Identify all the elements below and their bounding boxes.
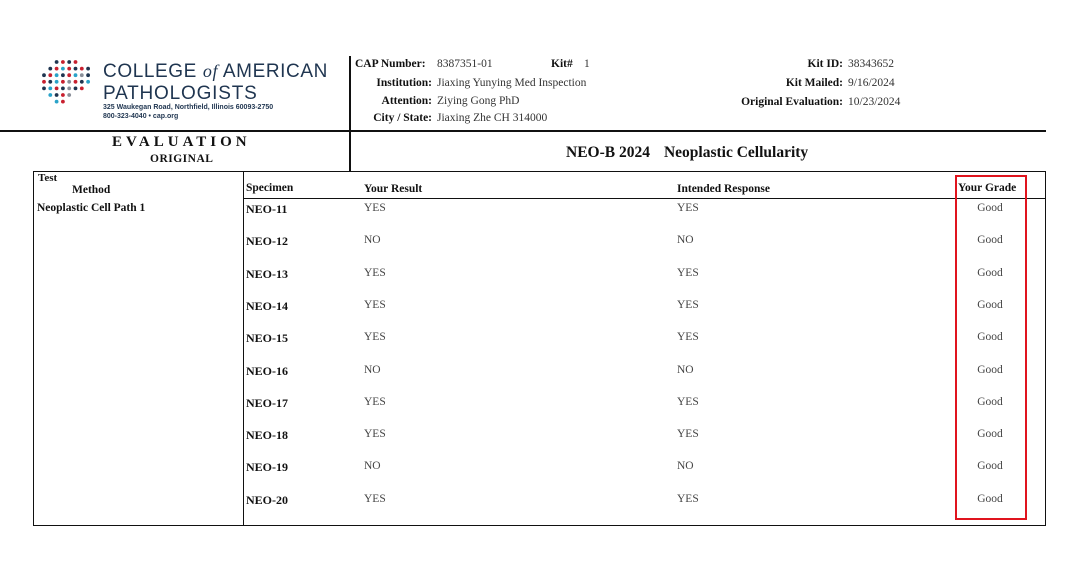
logo-dot xyxy=(74,67,78,71)
logo-dot xyxy=(61,93,65,97)
your-result-cell: NO xyxy=(364,234,381,246)
org-name-college: COLLEGE xyxy=(103,61,203,82)
logo-dot xyxy=(55,73,59,77)
logo-dot xyxy=(67,87,71,91)
intended-response-cell: YES xyxy=(677,428,699,440)
original-evaluation-label: Original Evaluation: xyxy=(741,96,843,108)
method-header: Method xyxy=(72,184,111,196)
org-name-line1 xyxy=(103,61,328,83)
logo-dot xyxy=(55,80,59,84)
your-grade-cell: Good xyxy=(977,396,1003,408)
test-method-value: Neoplastic Cell Path 1 xyxy=(37,202,146,214)
logo-dot xyxy=(61,100,65,104)
institution-label: Institution: xyxy=(376,77,432,89)
logo-dot xyxy=(42,73,46,77)
specimen-cell: NEO-12 xyxy=(246,234,288,248)
program-code: NEO-B 2024 xyxy=(566,144,650,161)
logo-dot xyxy=(48,73,52,77)
logo-dot xyxy=(80,80,84,84)
logo-dot xyxy=(74,80,78,84)
header-rule xyxy=(0,130,1046,132)
method-column-divider xyxy=(243,171,244,526)
intended-response-cell: NO xyxy=(677,364,694,376)
logo-dot xyxy=(74,73,78,77)
your-result-cell: YES xyxy=(364,396,386,408)
kit-mailed-label: Kit Mailed: xyxy=(785,77,843,89)
specimen-cell: NEO-16 xyxy=(246,364,288,378)
logo-dot xyxy=(42,87,46,91)
city-state-label: City / State: xyxy=(373,112,432,124)
logo-dot xyxy=(61,67,65,71)
logo-dot xyxy=(67,60,71,64)
your-grade-cell: Good xyxy=(977,331,1003,343)
logo-dot xyxy=(55,60,59,64)
city-state-value: Jiaxing Zhe CH 314000 xyxy=(437,112,548,124)
attention-value: Ziying Gong PhD xyxy=(437,95,520,107)
your-result-cell: YES xyxy=(364,202,386,214)
attention-label: Attention: xyxy=(381,95,432,107)
specimen-header: Specimen xyxy=(246,182,294,194)
logo-dot xyxy=(74,60,78,64)
intended-response-cell: NO xyxy=(677,460,694,472)
your-grade-cell: Good xyxy=(977,493,1003,505)
intended-response-cell: YES xyxy=(677,299,699,311)
cap-logo-icon xyxy=(40,58,92,106)
your-result-cell: YES xyxy=(364,267,386,279)
your-grade-cell: Good xyxy=(977,460,1003,472)
your-grade-cell: Good xyxy=(977,202,1003,214)
logo-dot xyxy=(61,87,65,91)
institution-value: Jiaxing Yunying Med Inspection xyxy=(437,77,587,89)
specimen-cell: NEO-18 xyxy=(246,428,288,442)
logo-dot xyxy=(55,67,59,71)
intended-response-cell: YES xyxy=(677,267,699,279)
logo-dot xyxy=(67,67,71,71)
logo-dot xyxy=(48,80,52,84)
cap-number-label: CAP Number: xyxy=(355,58,426,70)
your-grade-cell: Good xyxy=(977,364,1003,376)
logo-dot xyxy=(48,87,52,91)
evaluation-subtitle: ORIGINAL xyxy=(150,153,214,165)
org-address: 325 Waukegan Road, Northfield, Illinois 60093-2750 xyxy=(103,104,274,111)
logo-dot xyxy=(86,80,90,84)
logo-dot xyxy=(48,93,52,97)
logo-dot xyxy=(86,67,90,71)
org-name-line2: PATHOLOGISTS xyxy=(103,83,258,104)
table-right-border xyxy=(1045,171,1046,526)
original-evaluation-value: 10/23/2024 xyxy=(848,96,901,108)
logo-dot xyxy=(80,67,84,71)
your-result-header: Your Result xyxy=(364,183,423,195)
your-grade-cell: Good xyxy=(977,428,1003,440)
intended-response-cell: YES xyxy=(677,396,699,408)
logo-dot xyxy=(86,73,90,77)
specimen-cell: NEO-14 xyxy=(246,299,288,313)
specimen-cell: NEO-13 xyxy=(246,267,288,281)
specimen-cell: NEO-11 xyxy=(246,202,288,216)
header-row-rule xyxy=(243,198,1046,199)
logo-dot xyxy=(61,80,65,84)
logo-dot xyxy=(55,87,59,91)
logo-dot xyxy=(67,73,71,77)
table-bottom-border xyxy=(33,525,1046,526)
logo-dot xyxy=(48,67,52,71)
kit-id-label: Kit ID: xyxy=(807,58,843,70)
org-name-american: AMERICAN xyxy=(218,61,328,82)
your-result-cell: YES xyxy=(364,493,386,505)
table-top-border xyxy=(33,171,1046,172)
intended-response-cell: YES xyxy=(677,331,699,343)
your-grade-cell: Good xyxy=(977,267,1003,279)
cap-number-value: 8387351-01 xyxy=(437,58,493,70)
logo-dot xyxy=(55,93,59,97)
org-name-of: of xyxy=(202,61,219,81)
evaluation-title: EVALUATION xyxy=(112,134,251,150)
specimen-cell: NEO-19 xyxy=(246,460,288,474)
logo-dot xyxy=(61,60,65,64)
intended-response-header: Intended Response xyxy=(677,183,770,195)
your-result-cell: NO xyxy=(364,364,381,376)
specimen-cell: NEO-20 xyxy=(246,493,288,507)
intended-response-cell: YES xyxy=(677,493,699,505)
test-header: Test xyxy=(38,172,58,184)
your-grade-header: Your Grade xyxy=(958,182,1017,194)
logo-dot xyxy=(80,87,84,91)
kit-no-label: Kit# xyxy=(551,58,573,70)
logo-dot xyxy=(42,80,46,84)
specimen-cell: NEO-15 xyxy=(246,331,288,345)
header-divider xyxy=(349,56,351,130)
kit-id-value: 38343652 xyxy=(848,58,894,70)
your-result-cell: YES xyxy=(364,299,386,311)
program-title xyxy=(566,144,808,162)
table-left-border xyxy=(33,171,34,526)
your-result-cell: YES xyxy=(364,428,386,440)
intended-response-cell: YES xyxy=(677,202,699,214)
your-grade-cell: Good xyxy=(977,234,1003,246)
logo-dot xyxy=(80,73,84,77)
grade-column-highlight xyxy=(955,175,1027,520)
evaluation-divider xyxy=(349,131,351,171)
kit-no-value: 1 xyxy=(584,58,590,70)
specimen-cell: NEO-17 xyxy=(246,396,288,410)
kit-mailed-value: 9/16/2024 xyxy=(848,77,895,89)
logo-dot xyxy=(74,87,78,91)
your-result-cell: NO xyxy=(364,460,381,472)
logo-dot xyxy=(67,93,71,97)
your-result-cell: YES xyxy=(364,331,386,343)
org-contact: 800-323-4040 • cap.org xyxy=(103,113,179,120)
logo-dot xyxy=(61,73,65,77)
logo-dot xyxy=(67,80,71,84)
your-grade-cell: Good xyxy=(977,299,1003,311)
logo-dot xyxy=(55,100,59,104)
program-name: Neoplastic Cellularity xyxy=(663,144,809,161)
intended-response-cell: NO xyxy=(677,234,694,246)
